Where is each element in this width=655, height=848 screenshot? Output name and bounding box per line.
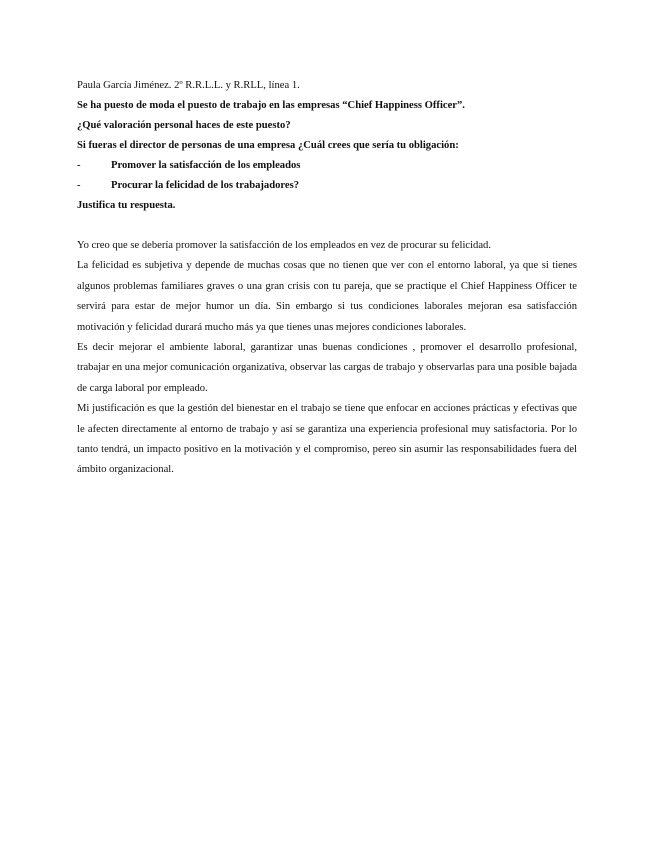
author-line: Paula García Jiménez. 2º R.R.L.L. y R.RLL, línea 1.: [77, 80, 300, 91]
paragraph-spacer: [77, 216, 577, 236]
prompt-line-1: Se ha puesto de moda el puesto de trabajo en las empresas “Chief Happiness Officer”.: [77, 100, 465, 111]
answer-paragraph-2: La felicidad es subjetiva y depende de muchas cosas que no tienen que ver con el entorno laboral, ya que si tienes algunos problemas familiares graves o una gran crisis con tu pareja, que se practique el Chief Happiness Officer te servirá para estar de mejor humor un día. Sin embargo si tus condiciones laborales mejoran esa satisfacción motivación y felicidad durará mucho más ya que tienes unas mejores condiciones laborales.: [77, 260, 577, 333]
bullet-text: Promover la satisfacción de los empleados: [111, 160, 301, 171]
bullet-item: [77, 156, 577, 176]
prompt-line-2: ¿Qué valoración personal haces de este puesto?: [77, 120, 291, 131]
prompt-line-4: Justifica tu respuesta.: [77, 200, 176, 211]
bullet-item: [77, 176, 577, 196]
answer-paragraph-3: Es decir mejorar el ambiente laboral, garantizar unas buenas condiciones , promover el desarrollo profesional, trabajar en una mejor comunicación organizativa, observar las cargas de trabajo y observarlas para una posible bajada de carga laboral por empleado.: [77, 342, 577, 394]
document-page: [77, 76, 577, 481]
bullet-dash: -: [77, 180, 81, 191]
bullet-dash: -: [77, 160, 81, 171]
answer-paragraph-1: Yo creo que se debería promover la satisfacción de los empleados en vez de procurar su felicidad.: [77, 240, 491, 251]
bullet-text: Procurar la felicidad de los trabajadores?: [111, 180, 300, 191]
answer-paragraph-4: Mi justificación es que la gestión del bienestar en el trabajo se tiene que enfocar en acciones prácticas y efectivas que le afecten directamente al entorno de trabajo y así se garantiza una experiencia profesional muy satisfactoria. Por lo tanto tendrá, un impacto positivo en la motivación y el compromiso, pereo sin asumir las responsabilidades fuera del ámbito organizacional.: [77, 403, 577, 476]
prompt-line-3: Si fueras el director de personas de una empresa ¿Cuál crees que sería tu obligación:: [77, 140, 459, 151]
